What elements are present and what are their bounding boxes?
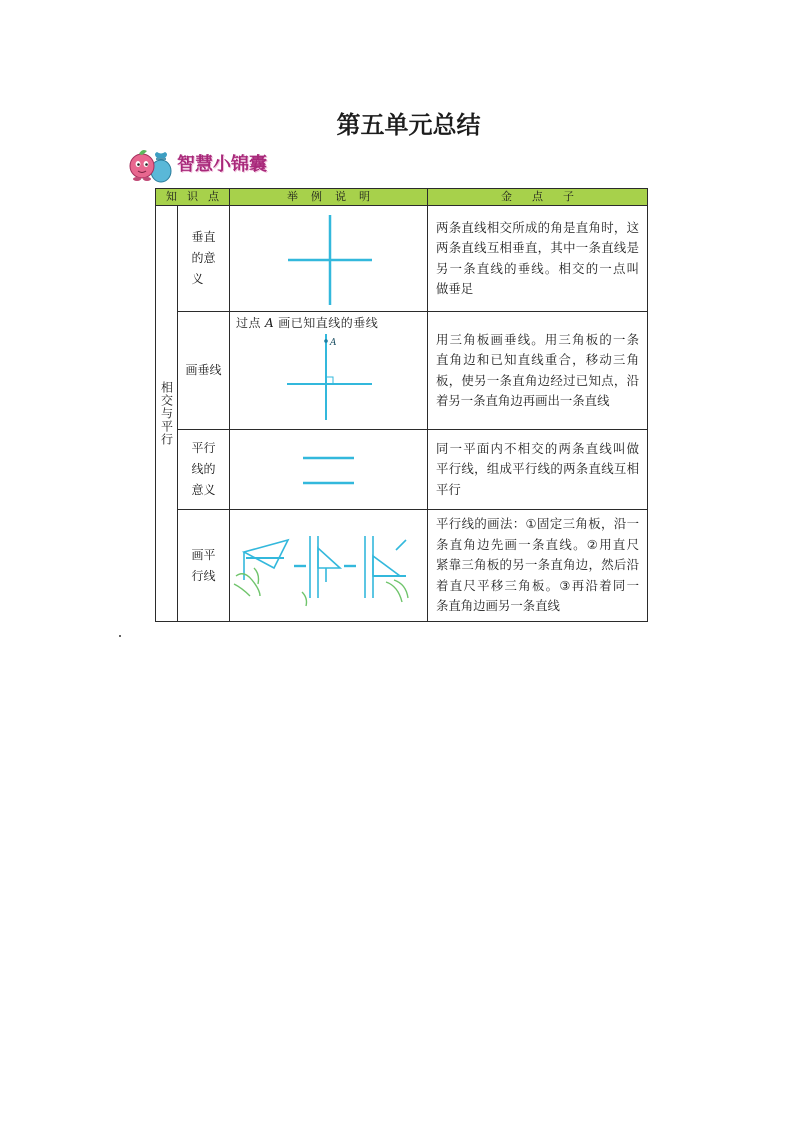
topic-label: [191, 545, 215, 587]
example-cell: [230, 510, 428, 622]
header-tip-label: 金点子: [501, 190, 594, 203]
topic-cell: [178, 510, 230, 622]
topic-label: [191, 438, 215, 501]
tip-cell: [428, 430, 648, 510]
topic-line: 画垂线: [185, 363, 222, 377]
tip-line: 条直角边画另一条直线: [436, 598, 560, 614]
tip-line: 做垂足: [436, 281, 474, 296]
example-cell: [230, 430, 428, 510]
caption-suffix: 画已知直线的垂线: [278, 316, 379, 330]
set-square-outline: [373, 556, 400, 576]
tip-line: 两条直线互相垂直，其中一条直线是: [436, 240, 639, 255]
draw-parallel-figure: [230, 510, 427, 621]
hand-stroke: [302, 592, 307, 606]
topic-label: [191, 227, 215, 290]
mascot-icon: [127, 146, 173, 184]
tip-cell: [428, 510, 648, 622]
tip-line: 着直尺平移三角板。③再沿着同一: [436, 577, 639, 593]
topic-cell: [178, 206, 230, 312]
hand-stroke: [254, 568, 259, 584]
header-example-label: 举例说明: [287, 190, 383, 203]
header-tip-cell: [428, 189, 648, 206]
topic-label: [185, 360, 221, 381]
set-square-outline: [244, 540, 288, 568]
tip-line: 两条直线相交所成的角是直角时，这: [436, 219, 639, 235]
stray-mark: [119, 635, 121, 637]
group-label: 相交与平行: [159, 381, 174, 446]
example-cell: [230, 206, 428, 312]
header-knowledge-cell: [156, 189, 230, 206]
tip-line: 紧靠三角板的另一条直角边，然后沿: [436, 557, 639, 573]
group-cell: [156, 206, 178, 622]
set-square-outline: [318, 548, 340, 568]
perpendicular-figure: [230, 206, 427, 311]
stage-3-hand: [386, 580, 408, 602]
caption-point: A: [265, 316, 275, 330]
summary-table: [155, 188, 648, 622]
hand-stroke: [386, 582, 402, 602]
parallel-lines-figure: [230, 430, 427, 509]
tips-banner: [127, 146, 277, 186]
stage-3-ruler-and-set-square: [365, 536, 406, 598]
banner-label: 智慧小锦囊: [177, 154, 267, 175]
tip-line: 同一平面内不相交的两条直线叫做: [436, 440, 639, 456]
tip-line: 平行: [436, 481, 461, 497]
example-cell: [230, 312, 428, 430]
tip-line: 平行线，组成平行线的两条直线互相: [436, 461, 639, 477]
topic-line: 线的: [191, 462, 216, 476]
point-a-label: A: [330, 338, 337, 348]
point-a: [324, 339, 328, 343]
hand-stroke: [236, 574, 260, 596]
right-angle-mark: [326, 377, 333, 384]
tip-line: 平行线的画法：①固定三角板，沿一: [436, 516, 639, 532]
draw-perpendicular-figure: [230, 312, 427, 429]
topic-line: 画平: [191, 547, 216, 562]
page-title: 第五单元总结: [336, 111, 481, 139]
tip-line: 条直角边先画一条直线。②用直尺: [436, 536, 639, 552]
header-example-cell: [230, 189, 428, 206]
topic-line: 平行: [191, 441, 216, 455]
topic-line: 垂直: [191, 230, 216, 244]
topic-line: 的意: [191, 251, 216, 265]
set-square-edge: [396, 540, 406, 550]
topic-line: 义: [191, 272, 204, 286]
topic-cell: [178, 430, 230, 510]
tip-line: 直角边和已知直线重合，移动三角: [436, 352, 639, 367]
topic-line: 意义: [191, 483, 216, 497]
tip-cell: [428, 206, 648, 312]
stage-2-ruler-and-set-square: [310, 536, 340, 598]
header-knowledge-label: 知识点: [166, 190, 229, 203]
tip-line: 另一条直线的垂线。相交的一点叫: [436, 260, 639, 276]
stage-1-set-square: [244, 540, 288, 580]
topic-line: 行线: [191, 568, 216, 583]
stage-1-hand: [234, 568, 260, 596]
tip-cell: [428, 312, 648, 430]
tip-line: 用三角板画垂线。用三角板的一条: [436, 331, 639, 347]
topic-cell: [178, 312, 230, 430]
hand-stroke: [234, 584, 250, 596]
tip-line: 板，使另一条直角边经过已知点，沿: [436, 372, 639, 388]
tip-line: 着另一条直角边再画出一条直线: [436, 393, 610, 408]
caption-prefix: 过点: [236, 316, 262, 330]
